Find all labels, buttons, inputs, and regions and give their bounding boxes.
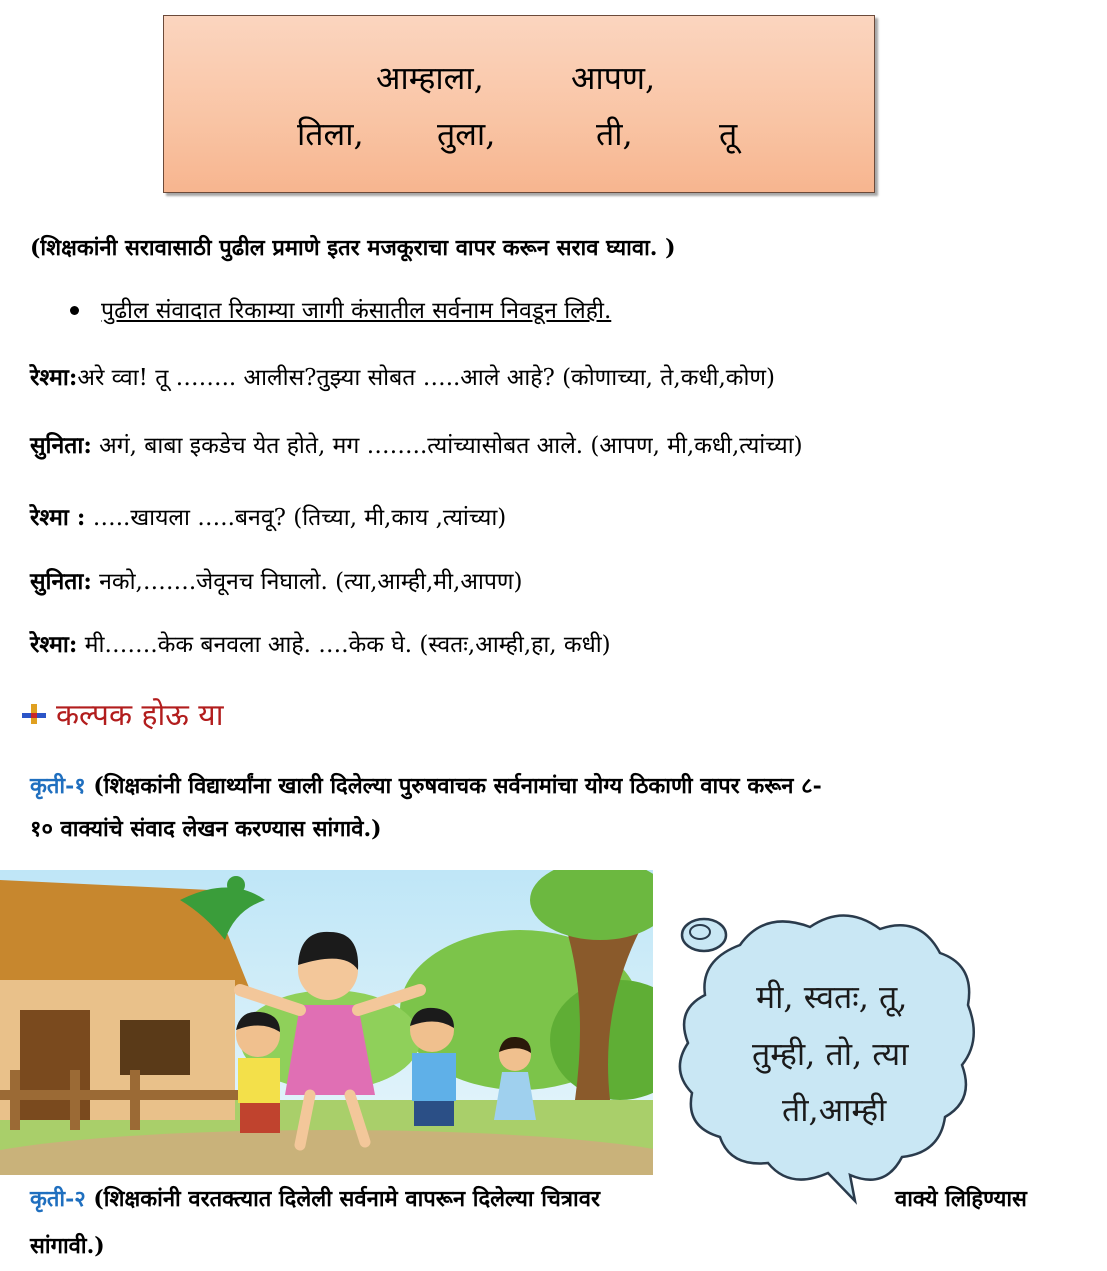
speaker-name: रेश्मा:	[30, 364, 78, 391]
dialogue-text: अगं, बाबा इकडेच येत होते, मग ……..त्यांच्यासोबत आले. (आपण, मी,कधी,त्यांच्या)	[91, 433, 803, 459]
box-word: तिला,	[297, 115, 364, 153]
cloud-line: मी, स्वतः, तू,	[756, 978, 908, 1016]
dialogue-line	[30, 360, 775, 392]
instruction-text: पुढील संवादात रिकाम्या जागी कंसातील सर्वनाम निवडून लिही.	[101, 298, 612, 324]
dialogue-text: …..खायला …..बनवू? (तिच्या, मी,काय ,त्यांच्या)	[85, 505, 507, 531]
dialogue-line	[30, 500, 506, 532]
activity1-line1	[30, 770, 822, 800]
box-word: तू	[719, 115, 738, 153]
activity2-text-tail: वाक्ये लिहिण्यास	[895, 1186, 1027, 1212]
sparkle-icon	[20, 700, 48, 728]
dialogue-line	[30, 564, 523, 596]
dialogue-line	[30, 428, 803, 460]
box-word: आम्हाला,	[376, 59, 484, 97]
box-word: आपण,	[571, 59, 656, 97]
activity1-label: कृती-१	[30, 773, 86, 799]
cloud-line: ती,आम्ही	[782, 1091, 887, 1129]
speaker-name: सुनिता:	[30, 568, 92, 595]
teacher-note: (शिक्षकांनी सरावासाठी पुढील प्रमाणे इतर मजकूराचा वापर करून सराव घ्यावा. )	[30, 235, 676, 261]
speaker-name: रेश्मा :	[30, 504, 86, 531]
cloud-line: तुम्ही, तो, त्या	[752, 1035, 909, 1073]
box-word: ती,	[596, 115, 633, 153]
activity2-text: (शिक्षकांनी वरतक्त्यात दिलेली सर्वनामे वापरून दिलेल्या चित्रावर	[85, 1186, 600, 1212]
bullet-icon	[70, 306, 79, 315]
illustration-svg	[0, 870, 653, 1175]
activity2-line2: सांगावी.)	[30, 1233, 105, 1259]
children-playing-illustration	[0, 870, 653, 1175]
section-heading	[20, 693, 223, 734]
box-word: तुला,	[437, 115, 496, 153]
dialogue-line	[30, 627, 611, 659]
dialogue-text: अरे व्वा! तू …….. आलीस?तुझ्या सोबत …..आले आहे? (कोणाच्या, ते,कधी,कोण)	[77, 365, 776, 391]
activity2-line1	[30, 1183, 600, 1213]
dialogue-text: मी…….केक बनवला आहे. ….केक घे. (स्वतः,आम्ही,हा, कधी)	[77, 632, 611, 658]
bullet-instruction	[70, 293, 611, 325]
heading-text: कल्पक होऊ या	[56, 698, 224, 733]
pronoun-word-box	[163, 15, 875, 193]
activity2-label: कृती-२	[30, 1186, 86, 1212]
speaker-name: सुनिता:	[30, 432, 92, 459]
speaker-name: रेश्मा:	[30, 631, 78, 658]
activity1-text: (शिक्षकांनी विद्यार्थ्यांना खाली दिलेल्या पुरुषवाचक सर्वनामांचा योग्य ठिकाणी वापर करून ८-	[85, 773, 822, 799]
activity1-line2: १० वाक्यांचे संवाद लेखन करण्यास सांगावे.)	[30, 816, 382, 842]
thought-cloud	[670, 905, 985, 1205]
dialogue-text: नको,…….जेवूनच निघालो. (त्या,आम्ही,मी,आपण)	[91, 569, 523, 595]
